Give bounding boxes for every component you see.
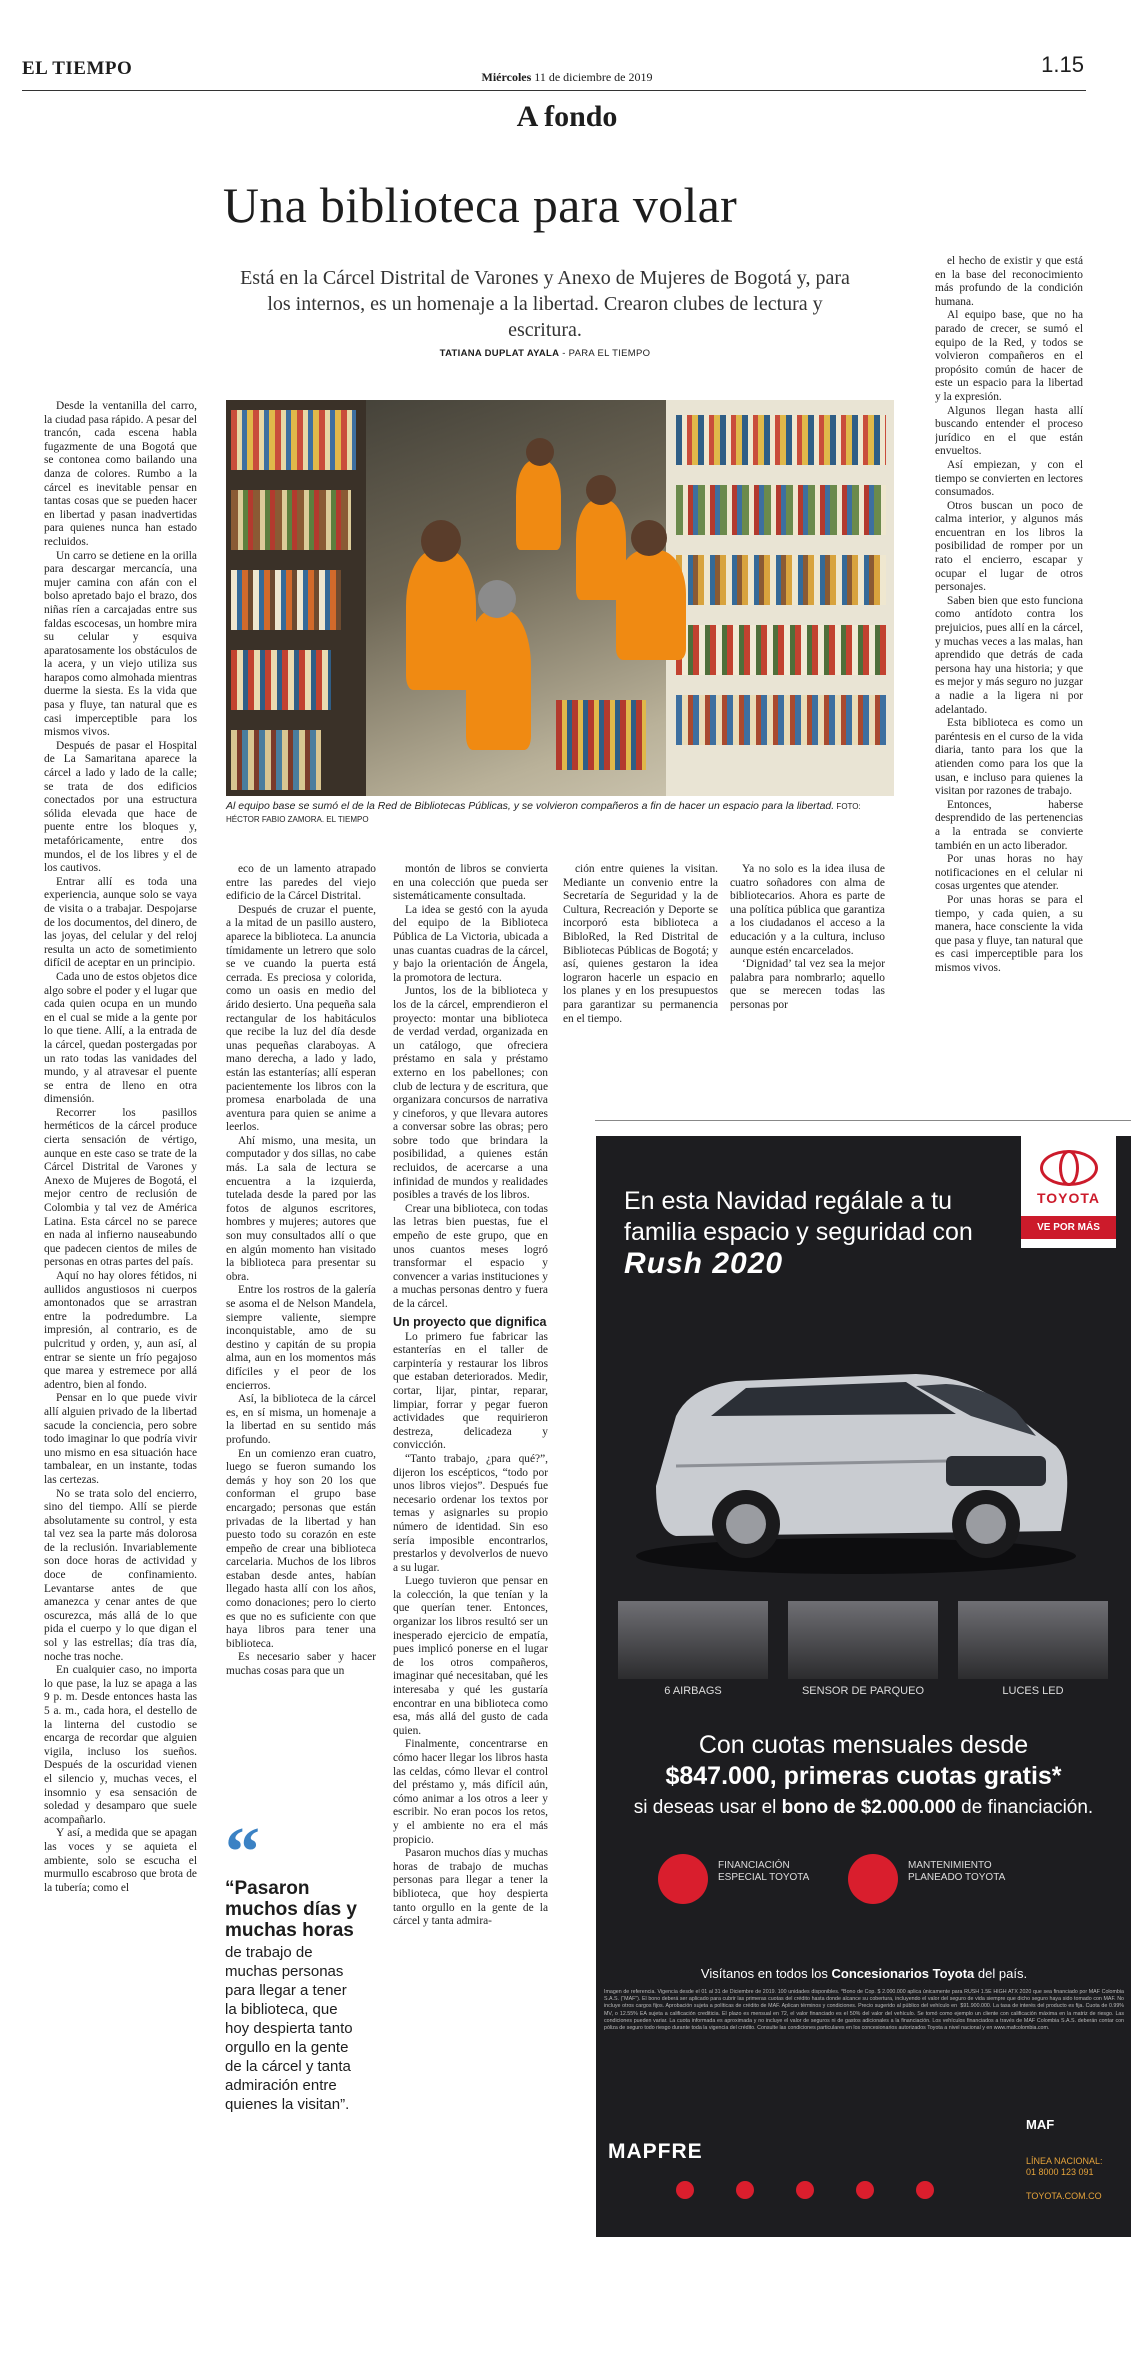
- fine-print: Imagen de referencia. Vigencia desde el 01 al 31 de Diciembre de 2019. 100 unidades disponibles. *Bono de Cop. $ 2.000.000 aplica únicamente para RUSH 1.5E HIGH ATX 2020 que sea financiado por MAF Colombia S.A.S. (“MAF”). El bono deberá ser aplicado para cubrir las primeras cuotas del crédito hasta donde alcance su cobertura, incluyendo el valor del seguro de vida siempre que dicho seguro haya sido tomado con MAF. No incluye otros cargos fijos. Aprobación sujeta a políticas de crédito de MAF. Aplican términos y condiciones. Precio sugerido al público del vehículo en $91.900.000. La tasa de interés del producto es fija. Cuota de 0.99% MV, o 12.55% EA sujeta a calificación crediticia. El plazo es mensual en 72, el valor financiado es el 50% del valor del vehículo. Se tomó como ejemplo un cliente con calificación máxima en la matriz de riesgo. Las condiciones pueden variar. La cuota informada es aproximada y no incluye el valor de seguros ni de gastos adicionales a la financiación. Los vehículos financiados a través de MAF Colombia S.A.S. deberán contar con póliza de seguro todo riesgo durante toda la vigencia del crédito. Consulte las condiciones particulares en los concesionarios autorizados Toyota a nivel nacional y en www.mafcolombia.com.: [604, 1989, 1124, 2032]
- paragraph: Crear una biblioteca, con todas las letras bien puestas, fue el empeño de este grupo, que en unos cuantos meses logró transformar el espacio y convencer a varias instituciones y a muchas personas dentro y fuera de la cárcel.: [393, 1202, 548, 1310]
- paragraph: Por unas horas se para el tiempo, y cada quien, a su manera, hace consciente la vida que pasa y fluye, tan natural que es casi imperceptible para los mismos vivos.: [935, 893, 1083, 974]
- offer-line-1: Con cuotas mensuales desde: [698, 1731, 1029, 1759]
- pull-quote-text: de trabajo de muchas personas para llegar a tener la biblioteca, que hoy despierta tanto orgullo en la gente de la cárcel y tanta admiración entre quienes la visitan”.: [225, 1944, 353, 2113]
- service-icon: [916, 2181, 934, 2199]
- deck: Está en la Cárcel Distrital de Varones y Anexo de Mujeres de Bogotá y, para los internos, es un homenaje a la libertad. Crearon clubes de lectura y escritura.: [240, 267, 850, 341]
- service-icon: [856, 2181, 874, 2199]
- offer-line-3a: si deseas usar el: [633, 1797, 782, 1818]
- article-column-6: [935, 255, 1083, 1115]
- article-column-5: [730, 863, 885, 1113]
- ad-offer: [596, 1730, 1131, 1823]
- national-line-number: 01 8000 123 091: [1026, 2167, 1094, 2177]
- paragraph: eco de un lamento atrapado entre las paredes del viejo edificio de la Cárcel Distrital.: [226, 863, 376, 903]
- paragraph: Entre los rostros de la galería se asoma el de Nelson Mandela, siempre valiente, siempre inconquistable, amo de su destino y capitán de su propia alma, aun en los momentos más difíciles y el peor de los encierros.: [226, 1284, 376, 1392]
- paragraph: No se trata solo del encierro, sino del tiempo. Allí se pierde absolutamente su control, y esta tal vez sea la parte más dolorosa de la reclusión. Invariablemente son doce horas de actividad y doce de confinamiento. Levantarse antes de que amanezca y cenar antes de que oscurezca, más allá de lo que pida el cuerpo y lo que digan el sol y las estrellas; día tras día, noche tras noche.: [44, 1487, 197, 1663]
- dealer-line: [604, 1966, 1124, 1981]
- photo-caption: [226, 800, 894, 826]
- maintenance-label: MANTENIMIENTO PLANEADO TOYOTA: [908, 1860, 1006, 1883]
- paragraph: Desde la ventanilla del carro, la ciudad pasa rápido. A pesar del trancón, cada escena habla fugazmente de una Bogotá que se contonea como bailando una danza de colores. Rumbo a la cárcel es inevitable pensar en tantas cosas que se pueden hacer en libertad y pasan inadvertidas para quienes nunca han estado recluidos.: [44, 400, 197, 548]
- maintenance-icon: [848, 1854, 898, 1904]
- national-line: [1026, 2156, 1103, 2178]
- paragraph: En un comienzo eran cuatro, luego se fueron sumando los demás y hoy son 20 los que conforman el grupo base encargado; personas que están privadas de la libertad y han puesto todo su corazón en este empeño de crear una biblioteca carcelaria. Muchos de los libros estaban desde antes, habían llegado hasta allí con los años, como donaciones; pero lo cierto es que no es suficiente con que haya libros para tener una biblioteca.: [226, 1447, 376, 1650]
- offer-line-3c: de financiación.: [955, 1797, 1094, 1818]
- pull-quote-lead: “Pasaron muchos días y muchas horas: [225, 1878, 357, 1941]
- date-day: Miércoles: [481, 70, 532, 84]
- header-rule: [22, 90, 1086, 91]
- paragraph: ‘Dignidad’ tal vez sea la mejor palabra para nombrarlo; aquello que se merecen todas las personas por: [730, 958, 885, 1011]
- offer-line-3: [596, 1792, 1131, 1823]
- paragraph: Esta biblioteca es como un paréntesis en el curso de la vida diaria, tanto para los que la atienden como para los que la usan, e incluso para quienes la visitan por razones de trabajo.: [935, 717, 1083, 798]
- pull-quote: [225, 1814, 360, 2114]
- airbags-thumbnail: [618, 1601, 768, 1679]
- service-icon: [676, 2181, 694, 2199]
- paragraph: Saben bien que esto funciona como antídoto contra los prejuicios, pues allí en la cárcel, y muchas veces a las malas, han aprendido que detrás de cada persona hay una historia; y que es mejor y más seguro no juzgar a nadie a la ligera ni por adelantado.: [935, 594, 1083, 716]
- caption-credit: FOTO: HÉCTOR FABIO ZAMORA. EL TIEMPO: [226, 802, 861, 824]
- feature-thumbnails: [618, 1601, 1108, 1701]
- paragraph: Después de pasar el Hospital de La Samaritana aparece la cárcel a lado y lado de la calle; se trata de dos edificios conectados por una estructura sólida elevada que hace de puente entre los bloques y, metafóricamente, entre dos mundos, el de los libres y el de los cautivos.: [44, 739, 197, 875]
- paragraph: Ya no solo es la idea ilusa de cuatro soñadores con alma de bibliotecarios. Ahora es parte de una política pública que garantiza a los ciudadanos el acceso a la educación y a la cultura, incluso aunque estén encarcelados.: [730, 863, 885, 957]
- service-icon: [736, 2181, 754, 2199]
- service-icons: [676, 2181, 996, 2211]
- ad-model-name: Rush 2020: [624, 1247, 784, 1280]
- ad-divider: [595, 1120, 1131, 1121]
- paragraph: Finalmente, concentrarse en cómo hacer llegar los libros hasta las celdas, cómo llevar el control del préstamo y, más difícil aún, cómo animar a los otros a leer y escribir. No eran pocos los retos, y el ambiente no era el más propicio.: [393, 1738, 548, 1846]
- paragraph: “Tanto trabajo, ¿para qué?”, dijeron los escépticos, “todo por unos libros viejos”. Después fue necesario ordenar los textos por temas y asignarles su propio número de identidad. Sin eso sería imposible encontrarlos, prestarlos y devolverlos de nuevo a su lugar.: [393, 1452, 548, 1574]
- paragraph: Después de cruzar el puente, a la mitad de un pasillo austero, aparece la biblioteca. La anuncia tímidamente un letrero que solo se ve cuando la puerta está cerrada. Es preciosa y colorida, como un oasis en medio del árido desierto. Una pequeña sala rectangular de los habitáculos que recibe la luz del día desde unas pequeñas claraboyas. A mano derecha, a lado y lado, están las estanterías; allí esperan pacientemente los libros con la promesa enarbolada de una aventura para quien se anime a leerlos.: [226, 903, 376, 1134]
- article-column-2: [226, 863, 376, 1813]
- paragraph: Entrar allí es toda una experiencia, aunque solo se vaya de visita o a trabajar. Despojarse de los documentos, del dinero, de las joyas, del celular y del reloj resulta un acto de sometimiento difícil de aceptar en un principio.: [44, 875, 197, 970]
- feature-label: 6 AIRBAGS: [664, 1685, 722, 1697]
- paragraph: Es necesario saber y hacer muchas cosas para que un: [226, 1651, 376, 1678]
- paragraph: Así, la biblioteca de la cárcel es, en sí misma, un homenaje a la libertad en su sentido más profundo.: [226, 1393, 376, 1446]
- paragraph: Algunos llegan hasta allí buscando entender el proceso jurídico en el que están envueltos.: [935, 404, 1083, 458]
- paragraph: Ahí mismo, una mesita, un computador y dos sillas, no cabe más. La sala de lectura se encuentra a la izquierda, tutelada desde la pared por las fotos de algunos escritores, hombres y mujeres; autores que son muy consultados allí o que en algún momento han visitado la biblioteca para presentar su obra.: [226, 1134, 376, 1283]
- led-lights-thumbnail: [958, 1601, 1108, 1679]
- library-photo: [226, 400, 894, 796]
- paragraph: Pasaron muchos días y muchas horas de trabajo de muchas personas para llegar a tener la biblioteca, que hoy despierta tanto orgullo en la gente de la cárcel y tanta admira-: [393, 1847, 548, 1928]
- paragraph: La idea se gestó con la ayuda del equipo de la Biblioteca Pública de La Victoria, ubicada a unas cuantas cuadras de la cárcel, y bajo la orientación de Ángela, la promotora de lectura.: [393, 903, 548, 984]
- paragraph: Lo primero fue fabricar las estanterías en el taller de carpintería y restaurar los libros que estaban deteriorados. Medir, cortar, lijar, pintar, reparar, limpiar, forrar y pegar fueron actividades que requirieron destreza, delicadeza y convicción.: [393, 1330, 548, 1452]
- paragraph: Otros buscan un poco de calma interior, y algunos más encuentran en los libros la posibilidad de romper por un rato el encierro, escapar y ocupar el lugar de otros personajes.: [935, 499, 1083, 594]
- page-number: 1.15: [1041, 52, 1084, 77]
- toyota-advertisement: [596, 1136, 1131, 2237]
- masthead: EL TIEMPO: [22, 58, 133, 79]
- visit-b: Concesionarios Toyota: [831, 1966, 975, 1981]
- paragraph: Así empiezan, y con el tiempo se convierten en lectores consumados.: [935, 458, 1083, 499]
- toyota-emblem-icon: [1040, 1150, 1098, 1186]
- suv-illustration: [616, 1286, 1086, 1586]
- paragraph: Aquí no hay olores fétidos, ni aullidos angustiosos ni cuerpos amontonados que se arrastran entre la podredumbre. La impresión, al contrario, es de pulcritud y orden, y, aun así, al entrar se siente un frío pegajoso que marea y estremece por allá adentro, bien al fondo.: [44, 1270, 197, 1391]
- article-column-4: [563, 863, 718, 1113]
- paragraph: ción entre quienes la visitan. Mediante un convenio entre la Secretaría de Seguridad y la de Cultura, Recreación y Deporte se incorporó esta biblioteca a BibloRed, la Red Distrital de Bibliotecas Públicas de Bogotá; y así, quienes gestaron la idea lograron hacerle un espacio en los planes y en los presupuestos para garantizar su permanencia en el tiempo.: [563, 863, 718, 1025]
- feature-label: LUCES LED: [1002, 1685, 1064, 1697]
- paragraph: Luego tuvieron que pensar en la colección, la que tenían y la que querían tener. Entonces, organizar los libros resultó ser un inesperado ejercicio de empatía, pues implicó ponerse en el lugar de los otros compañeros, imaginar qué necesitaban, qué les interesaba y qué les gustaría encontrar en una biblioteca como esa, más allá del gusto de cada quien.: [393, 1575, 548, 1737]
- financing-icon: [658, 1854, 708, 1904]
- section-title: A fondo: [516, 100, 618, 133]
- brand-name: TOYOTA: [1036, 1190, 1101, 1206]
- offer-bonus: bono de $2.000.000: [781, 1797, 956, 1818]
- ad-headline: [624, 1186, 1024, 1281]
- quote-mark-icon: “: [225, 1814, 260, 1891]
- paragraph: montón de libros se convierta en una colección que pueda ser sistemáticamente consultada.: [393, 863, 548, 903]
- paragraph: Por unas horas no hay notificaciones en el celular ni cosas urgentes que atender.: [935, 853, 1083, 893]
- mapfre-logo: MAPFRE: [608, 2140, 703, 2163]
- paragraph: Cada uno de estos objetos dice algo sobre el poder y el lugar que cada quien ocupa en un mundo en el cual se mide a la gente por lo que tiene. Allí, a la entrada de la cárcel, quedan postergadas por un rato todas las vanidades del mundo, y al atravesar el puente se entra de lleno en otra dimensión.: [44, 970, 197, 1106]
- financing-label: FINANCIACIÓN ESPECIAL TOYOTA: [718, 1860, 810, 1883]
- dateline: [0, 70, 1134, 85]
- national-line-label: LÍNEA NACIONAL:: [1026, 2156, 1103, 2166]
- caption-text: Al equipo base se sumó el de la Red de Bibliotecas Públicas, y se volvieron compañeros a fin de hacer un espacio para la libertad.: [226, 800, 835, 812]
- paragraph: Pensar en lo que puede vivir allí alguien privado de la libertad sacude la conciencia, pero sobre todo imaginar lo que podría vivir uno mismo en esa situación hace tambalear, en un instante, todas las certezas.: [44, 1392, 197, 1486]
- offer-price: [596, 1761, 1131, 1792]
- byline: [230, 348, 860, 359]
- toyota-logo-box: [1021, 1136, 1116, 1248]
- paragraph: Recorrer los pasillos herméticos de la cárcel produce cierta sensación de vértigo, aunque en este caso se trate de la Cárcel Distrital de Varones y Anexo de Mujeres de Bogotá, el mejor centro de reclusión de Colombia y tal vez de América Latina. Esta cárcel no se parece en nada al infierno nauseabundo que padecen cientos de miles de personas en otras partes del país.: [44, 1106, 197, 1269]
- paragraph: Al equipo base, que no ha parado de crecer, se sumó el equipo de la Red, y todos se volvieron compañeros en el propósito común de hacer de este un espacio para la libertad y la expresión.: [935, 309, 1083, 403]
- offer-price-text: $847.000, primeras cuotas gratis*: [665, 1762, 1062, 1790]
- maf-logo: MAF: [1026, 2117, 1055, 2132]
- parking-sensor-thumbnail: [788, 1601, 938, 1679]
- brand-tagline: VE POR MÁS: [1021, 1216, 1116, 1239]
- headline: Una biblioteca para volar: [222, 177, 738, 233]
- paragraph: Un carro se detiene en la orilla para descargar mercancía, una mujer camina con afán con el bolso apretado bajo el brazo, dos niñas ríen a carcajadas entre sus faldas escocesas, un hombre mira su celular y esquiva aparatosamente los obstáculos de la acera, y un viejo utiliza sus harapos como almohada mientras duerme la siesta. Es la vida que pasa y fluye, tan natural que es casi imperceptible para los mismos vivos.: [44, 549, 197, 739]
- visit-c: del país.: [974, 1966, 1028, 1981]
- byline-rest: - PARA EL TIEMPO: [559, 348, 651, 359]
- visit-a: Visítanos en todos los: [700, 1966, 832, 1981]
- feature-label: SENSOR DE PARQUEO: [801, 1685, 925, 1697]
- subheading: Un proyecto que dignifica: [393, 1314, 547, 1329]
- article-column-1: [44, 400, 197, 2240]
- website: TOYOTA.COM.CO: [1026, 2191, 1102, 2201]
- paragraph: el hecho de existir y que está en la base del reconocimiento más profundo de la condición humana.: [935, 255, 1083, 308]
- paragraph: Juntos, los de la biblioteca y los de la cárcel, emprendieron el proyecto: montar una biblioteca de verdad verdad, organizada en un catálogo, que ofreciera préstamo en sala y préstamo externo en los pabellones; con club de lectura y de escritura, que organizara concursos de narrativa y cineforos, y que llevara autores a conversar sobre las obras; pero sobre todo que brindara la posibilidad, a quienes están recluidos, de acercarse a una infinidad de mundos y realidades posibles a través de los libros.: [393, 985, 548, 1202]
- paragraph: Y así, a medida que se apagan las voces y se aquieta el ambiente, solo se escucha el murmullo escabroso que brota de la tubería; como el: [44, 1827, 197, 1894]
- service-icon: [796, 2181, 814, 2199]
- ad-headline-text: En esta Navidad regálale a tu familia espacio y seguridad con: [624, 1187, 973, 1246]
- paragraph: Entonces, haberse desprendido de las pertenencias a la entrada se convierte también en un acto liberador.: [935, 798, 1083, 852]
- byline-name: TATIANA DUPLAT AYALA: [439, 348, 560, 359]
- article-column-3: [393, 863, 548, 2253]
- date-rest: 11 de diciembre de 2019: [534, 70, 653, 84]
- paragraph: En cualquier caso, no importa lo que pase, la luz se apaga a las 9 p. m. Desde entonces hasta las 5 a. m., cada hora, el destello de la linterna del custodio se encarga de recordar que alguien vigila, incluso los sueños. Después de la oscuridad vienen el silencio y, muchas veces, el insomnio y esa sensación de soledad y desamparo que suele acompañarlo.: [44, 1664, 197, 1826]
